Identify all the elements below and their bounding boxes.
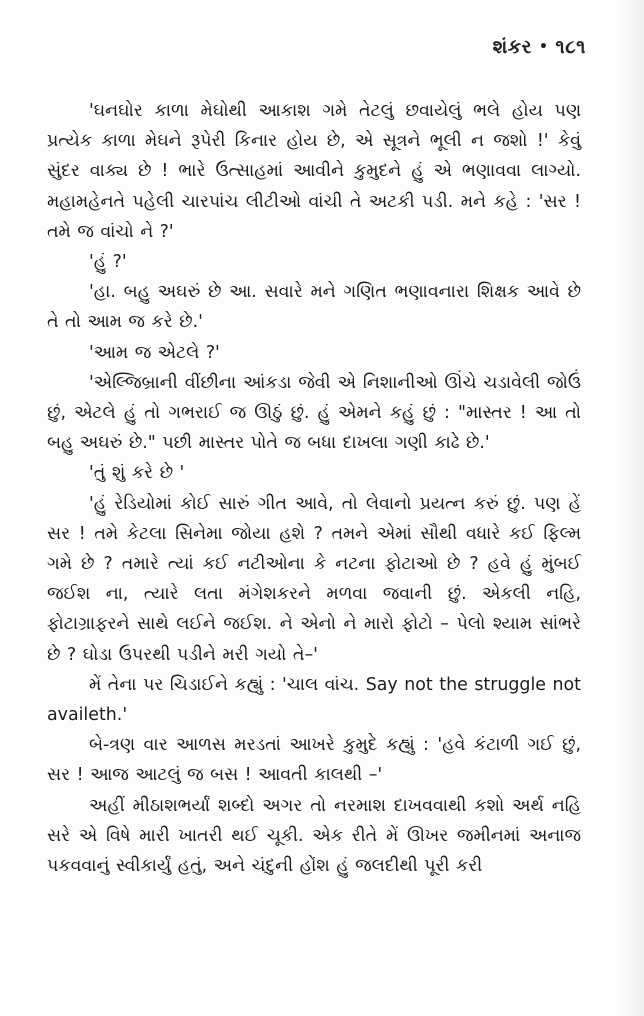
paragraph: અહીં મીઠાશભર્યાં શબ્દો અગર તો નરમાશ દાખવવાથી કશો અર્થ નહિ સરે એ વિષે મારી ખાતરી થઈ ચૂકી. એક રીતે મેં ઊખર જમીનમાં અનાજ પકવવાનું સ્વીકાર્યું હતું, અને ચંદુની હોંશ હું જલદીથી પૂરી કરી [47, 795, 581, 877]
paragraph: 'ઘનઘોર કાળા મેઘોથી આકાશ ગમે તેટલું છવાયેલું ભલે હોય પણ પ્રત્યેક કાળા મેઘને રૂપેરી કિનાર હોય છે, એ સૂત્રને ભૂલી ન જશો !' કેવું સુંદર વાક્ય છે ! ભારે ઉત્સાહમાં આવીને કુમુદને હું એ ભણાવવા લાગ્યો. મહામહેનતે પહેલી ચારપાંચ લીટીઓ વાંચી તે અટકી પડી. મને કહે : 'સર ! તમે જ વાંચો ને ?' [47, 101, 581, 242]
page-number: ૧૮૧ [555, 36, 586, 58]
paragraph: મેં તેના પર ચિડાઈને કહ્યું : 'ચાલ વાંચ. Say not the struggle not availeth.' [47, 674, 581, 726]
paragraph: 'એલ્જિબ્રાની વીંછીના આંકડા જેવી એ નિશાનીઓ ઊંચે ચડાવેલી જોઉં છું, એટલે હું તો ગભરાઈ જ ઊઠું છું. હું એમને કહું છું : "માસ્તર ! આ તો બહુ અઘરું છે." પછી માસ્તર પોતે જ બધા દાખલા ગણી કાઢે છે.' [47, 372, 581, 454]
paragraph: 'તું શું કરે છે ' [89, 463, 185, 484]
chapter-title: શંકર [492, 36, 532, 58]
page-edge-shadow [616, 0, 644, 1016]
paragraph: બે-ત્રણ વાર આળસ મરડતાં આખરે કુમુદે કહ્યું : 'હવે કંટાળી ગઈ છું, સર ! આજ આટલું જ બસ ! આવતી કાલથી –' [47, 735, 581, 786]
paragraph: 'હું રેડિયોમાં કોઈ સારું ગીત આવે, તો લેવાનો પ્રયત્ન કરું છું. પણ હેં સર ! તમે કેટલા સિનેમા જોયા હશે ? તમને એમાં સૌથી વધારે કઈ ફિલ્મ ગમે છે ? તમારે ત્યાં કઈ નટીઓના કે નટના ફોટાઓ છે ? હવે હું મુંબઈ જઈશ ના, ત્યારે લતા મંગેશકરને મળવા જવાની છું. એકલી નહિ, ફોટાગ્રાફરને સાથે લઈને જઈશ. ને એનો ને મારો ફોટો – પેલો શ્યામ સાંભરે છે ? ઘોડા ઉપરથી પડીને મરી ગયો તે–' [47, 493, 581, 665]
paragraph: 'હા. બહુ અઘરું છે આ. સવારે મને ગણિત ભણાવનારા શિક્ષક આવે છે તે તો આમ જ કરે છે.' [47, 282, 581, 333]
body-text [47, 96, 581, 881]
header-separator: • [538, 39, 549, 55]
paragraph: 'હું ?' [89, 252, 127, 273]
running-header [493, 36, 586, 58]
paragraph: 'આમ જ એટલે ?' [89, 342, 220, 363]
